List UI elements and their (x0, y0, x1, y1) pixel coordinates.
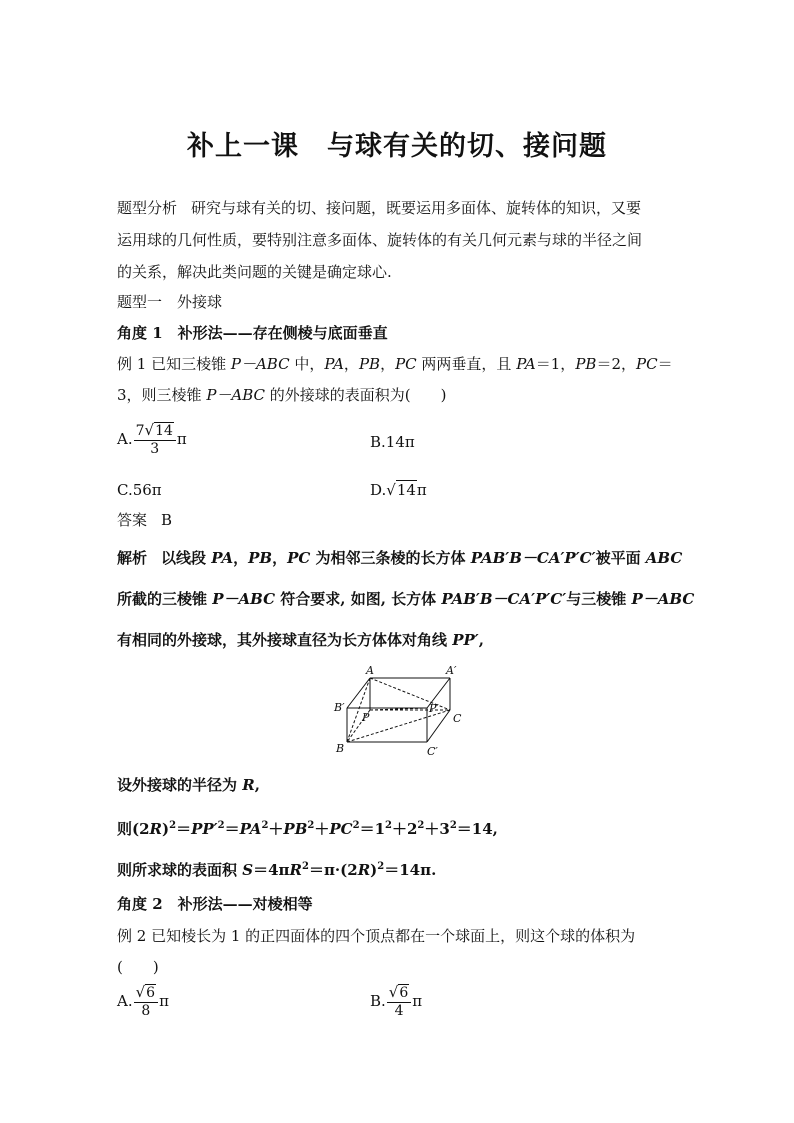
label-b-prime: B′ (334, 701, 345, 714)
intro-line-2: 运用球的几何性质，要特别注意多面体、旋转体的有关几何元素与球的半径之间 (117, 231, 643, 249)
label-a: A (366, 664, 374, 677)
equation-line-1: 则$(2R)^2=PP'^2=PA^2+PB^2+PC^2=1^2+2^2+3^2=14$, (117, 820, 498, 838)
example-2-line-1: 例 2 已知棱长为 1 的正四面体的四个顶点都在一个球面上，则这个球的体积为 (117, 927, 636, 945)
example-1-option-c: C.56π (117, 481, 162, 499)
answer-line: 答案 B (117, 511, 173, 529)
fraction: $\frac{7√14}{3}$ (134, 422, 176, 458)
page-title: 补上一课 与球有关的切、接问题 (187, 131, 607, 162)
radius-line: 设外接球的半径为 R, (117, 776, 260, 794)
solution-line-1: 解析 以线段 PA，PB，PC 为相邻三条棱的长方体 PAB′B－CA′P′C′被平面 ABC (117, 549, 683, 567)
fraction: $\frac{√6}{8}$ (134, 984, 158, 1020)
label-a-prime: A′ (446, 664, 457, 677)
intro-line-3: 的关系，解决此类问题的关键是确定球心. (117, 263, 392, 281)
solution-line-3: 有相同的外接球，其外接球直径为长方体体对角线 PP′, (117, 631, 484, 649)
example-1-option-d: D.√14π (370, 481, 427, 499)
example-1-line-2: 3，则三棱锥 P－ABC 的外接球的表面积为( ) (117, 386, 447, 404)
cuboid-figure (330, 662, 470, 764)
label-b: B (336, 742, 345, 755)
label-c: C (453, 712, 462, 725)
example-2-line-2: ( ) (117, 958, 159, 976)
angle-heading-2: 角度 2 补形法——对棱相等 (117, 895, 313, 913)
angle-heading-1: 角度 1 补形法——存在侧棱与底面垂直 (117, 324, 388, 342)
example-2-option-a: A. $\frac{√6}{8}$ π (117, 983, 169, 1019)
label-p: P (362, 711, 370, 724)
type-heading: 题型一 外接球 (117, 293, 223, 311)
example-1-option-a: A. $\frac{7√14}{3}$ π (117, 421, 187, 457)
example-1-option-b: B.14π (370, 433, 415, 451)
solution-line-2: 所截的三棱锥 P－ABC 符合要求, 如图, 长方体 PAB′B－CA′P′C′与三棱锥 P－ABC (117, 590, 695, 608)
example-2-option-b: B. $\frac{√6}{4}$ π (370, 983, 423, 1019)
label-p-prime: P′ (429, 702, 439, 715)
label-c-prime: C′ (427, 745, 438, 758)
fraction: $\frac{√6}{4}$ (387, 984, 411, 1020)
intro-label: 题型分析 (117, 199, 178, 217)
intro-line-1: 题型分析 研究与球有关的切、接问题，既要运用多面体、旋转体的知识，又要 (117, 199, 642, 217)
example-1-line-1: 例 1 已知三棱锥 P－ABC 中，PA，PB，PC 两两垂直，且 PA＝1，PB＝2，PC＝ (117, 355, 673, 373)
equation-line-2: 则所求球的表面积 $S=4\pi R^2=\pi\cdot(2R)^2=14\pi$. (117, 861, 437, 879)
